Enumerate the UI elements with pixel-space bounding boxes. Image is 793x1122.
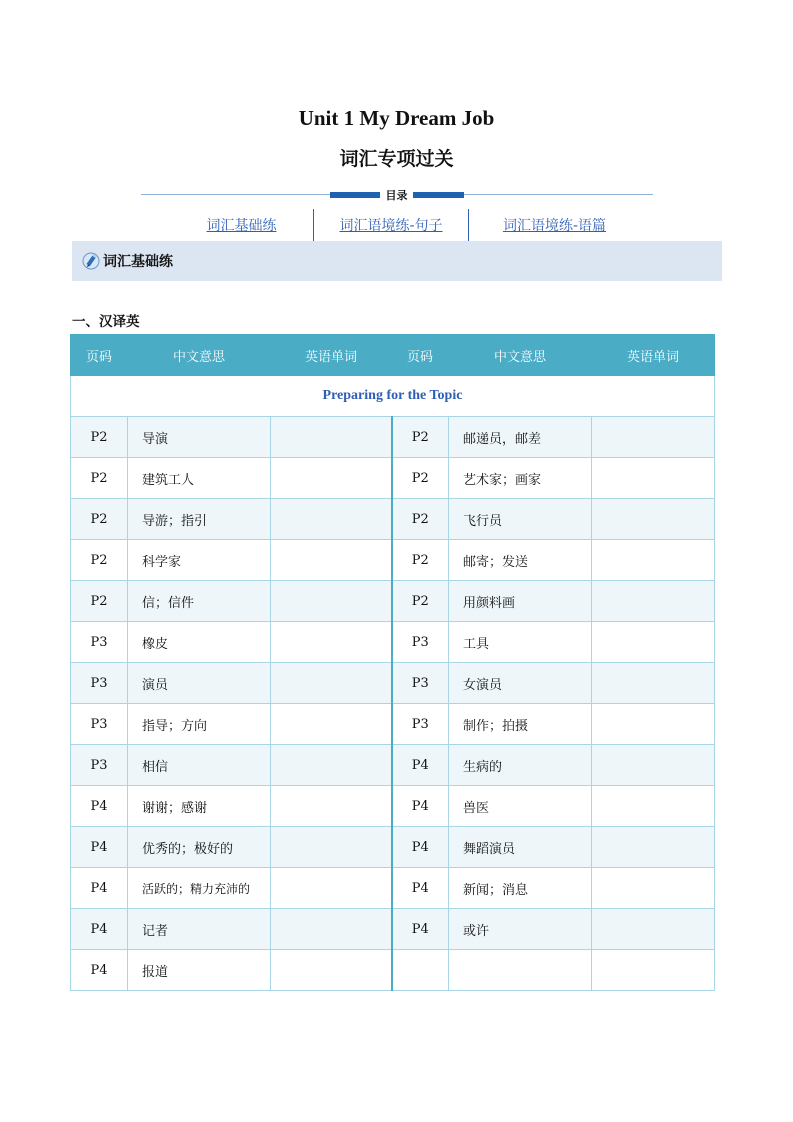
chinese-cell: 兽医 <box>449 786 592 827</box>
page-cell: P4 <box>392 786 449 827</box>
page-cell: P4 <box>71 786 128 827</box>
page-cell: P2 <box>71 458 128 499</box>
chinese-cell: 科学家 <box>128 540 271 581</box>
page-cell: P4 <box>71 909 128 950</box>
chinese-cell: 优秀的；极好的 <box>128 827 271 868</box>
page-cell: P2 <box>392 458 449 499</box>
topic-row <box>71 376 715 417</box>
header-page: 页码 <box>71 335 128 376</box>
english-answer-cell[interactable] <box>592 827 715 868</box>
header-page: 页码 <box>392 335 449 376</box>
english-answer-cell[interactable] <box>592 540 715 581</box>
chinese-cell: 邮寄；发送 <box>449 540 592 581</box>
page-cell: P2 <box>392 540 449 581</box>
english-answer-cell[interactable] <box>271 786 392 827</box>
chinese-cell: 工具 <box>449 622 592 663</box>
chinese-cell: 邮递员，邮差 <box>449 417 592 458</box>
english-answer-cell[interactable] <box>592 745 715 786</box>
table-row <box>71 417 715 458</box>
chinese-cell: 艺术家；画家 <box>449 458 592 499</box>
english-answer-cell[interactable] <box>592 499 715 540</box>
toc-accent-right <box>411 192 464 198</box>
english-answer-cell[interactable] <box>271 499 392 540</box>
chinese-cell: 制作；拍摄 <box>449 704 592 745</box>
page-cell: P4 <box>71 827 128 868</box>
toc-accent-left <box>330 192 382 198</box>
english-answer-cell[interactable] <box>271 458 392 499</box>
section-title: 词汇基础练 <box>103 254 173 270</box>
chinese-cell: 建筑工人 <box>128 458 271 499</box>
english-answer-cell[interactable] <box>592 909 715 950</box>
chinese-cell: 橡皮 <box>128 622 271 663</box>
section-header <box>72 241 722 281</box>
page-cell: P2 <box>392 581 449 622</box>
english-answer-cell[interactable] <box>271 868 392 909</box>
document-title: Unit 1 My Dream Job <box>298 106 495 130</box>
toc-link-passage[interactable]: 词汇语境练-语篇 <box>502 218 607 234</box>
part-title: 一、汉译英 <box>72 314 140 330</box>
page-cell: P3 <box>392 663 449 704</box>
header-english: 英语单词 <box>592 335 715 376</box>
chinese-cell: 活跃的；精力充沛的 <box>128 868 271 909</box>
chinese-cell: 生病的 <box>449 745 592 786</box>
page-cell <box>392 950 449 991</box>
page-cell: P3 <box>71 622 128 663</box>
page-cell: P4 <box>392 745 449 786</box>
table-row <box>71 581 715 622</box>
table-row <box>71 704 715 745</box>
chinese-cell <box>449 950 592 991</box>
toc-link-basic[interactable]: 词汇基础练 <box>206 218 277 234</box>
page-cell: P2 <box>71 499 128 540</box>
table-row <box>71 868 715 909</box>
english-answer-cell[interactable] <box>271 909 392 950</box>
page-cell: P4 <box>392 868 449 909</box>
page-cell: P2 <box>392 499 449 540</box>
table-row <box>71 827 715 868</box>
english-answer-cell[interactable] <box>271 704 392 745</box>
english-answer-cell[interactable] <box>271 622 392 663</box>
page-cell: P2 <box>392 417 449 458</box>
english-answer-cell[interactable] <box>271 745 392 786</box>
chinese-cell: 女演员 <box>449 663 592 704</box>
table-row <box>71 663 715 704</box>
chinese-cell: 导游；指引 <box>128 499 271 540</box>
english-answer-cell[interactable] <box>592 786 715 827</box>
header-english: 英语单词 <box>271 335 392 376</box>
chinese-cell: 舞蹈演员 <box>449 827 592 868</box>
english-answer-cell[interactable] <box>592 622 715 663</box>
page-cell: P2 <box>71 581 128 622</box>
table-header-row <box>71 335 715 376</box>
header-chinese: 中文意思 <box>449 335 592 376</box>
english-answer-cell[interactable] <box>271 663 392 704</box>
chinese-cell: 或许 <box>449 909 592 950</box>
page-cell: P3 <box>71 663 128 704</box>
toc-label: 目录 <box>380 188 413 203</box>
english-answer-cell[interactable] <box>592 417 715 458</box>
toc-links <box>170 209 640 241</box>
pencil-icon <box>82 252 100 270</box>
table-row <box>71 745 715 786</box>
vocabulary-table <box>70 334 715 991</box>
english-answer-cell[interactable] <box>592 868 715 909</box>
toc-link-sentence[interactable]: 词汇语境练-句子 <box>339 218 443 234</box>
header-chinese: 中文意思 <box>128 335 271 376</box>
page-cell: P4 <box>71 950 128 991</box>
topic-label: Preparing for the Topic <box>71 376 715 417</box>
chinese-cell: 导演 <box>128 417 271 458</box>
english-answer-cell[interactable] <box>271 417 392 458</box>
table-row <box>71 458 715 499</box>
table-row <box>71 909 715 950</box>
english-answer-cell[interactable] <box>592 704 715 745</box>
table-row <box>71 540 715 581</box>
chinese-cell: 记者 <box>128 909 271 950</box>
english-answer-cell[interactable] <box>592 581 715 622</box>
page-cell: P4 <box>71 868 128 909</box>
chinese-cell: 报道 <box>128 950 271 991</box>
table-row <box>71 622 715 663</box>
chinese-cell: 用颜料画 <box>449 581 592 622</box>
page-cell: P2 <box>71 417 128 458</box>
chinese-cell: 演员 <box>128 663 271 704</box>
page-cell: P4 <box>392 909 449 950</box>
english-answer-cell[interactable] <box>592 950 715 991</box>
english-answer-cell[interactable] <box>271 827 392 868</box>
page-cell: P3 <box>71 745 128 786</box>
page-cell: P2 <box>71 540 128 581</box>
english-answer-cell[interactable] <box>592 663 715 704</box>
chinese-cell: 指导；方向 <box>128 704 271 745</box>
table-row <box>71 786 715 827</box>
chinese-cell: 飞行员 <box>449 499 592 540</box>
page-cell: P3 <box>71 704 128 745</box>
document-subtitle: 词汇专项过关 <box>339 148 454 170</box>
english-answer-cell[interactable] <box>271 950 392 991</box>
table-row <box>71 950 715 991</box>
english-answer-cell[interactable] <box>271 581 392 622</box>
page-cell: P3 <box>392 622 449 663</box>
table-row <box>71 499 715 540</box>
chinese-cell: 新闻；消息 <box>449 868 592 909</box>
chinese-cell: 相信 <box>128 745 271 786</box>
page-cell: P4 <box>392 827 449 868</box>
english-answer-cell[interactable] <box>271 540 392 581</box>
page-cell: P3 <box>392 704 449 745</box>
chinese-cell: 信；信件 <box>128 581 271 622</box>
chinese-cell: 谢谢；感谢 <box>128 786 271 827</box>
english-answer-cell[interactable] <box>592 458 715 499</box>
